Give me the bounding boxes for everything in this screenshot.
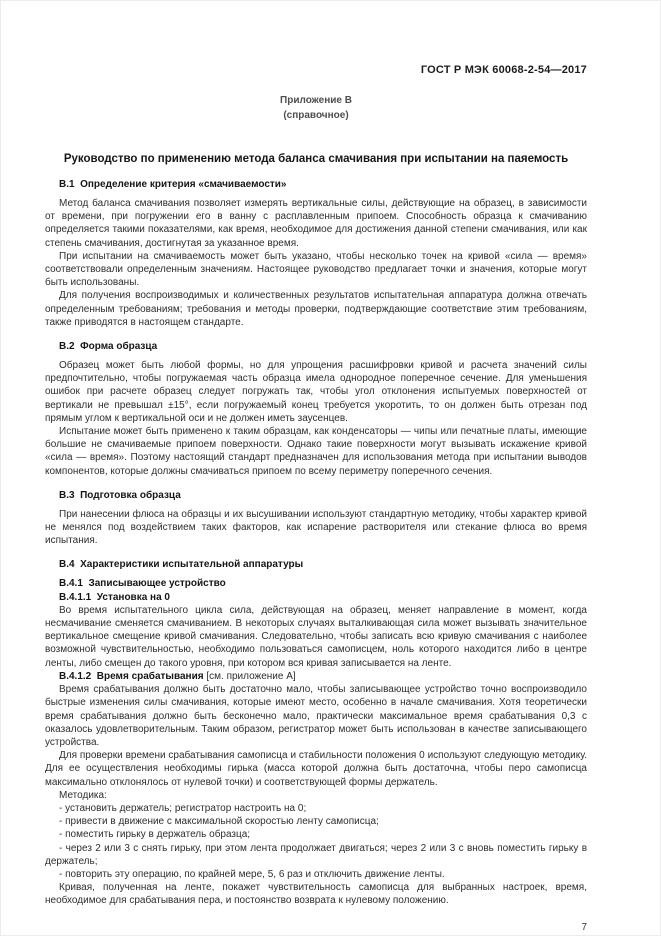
section-heading-b3: В.3 Подготовка образца bbox=[59, 489, 181, 501]
page-number: 7 bbox=[581, 921, 587, 933]
paragraph-b2-1: Образец может быть любой формы, но для упрощения расшифровки кривой и расчета значений силы предпочтительно, чтобы погружаемая часть образца имела однородное поперечное сечение. Для уменьшения ошибок при расчете образец следует погружать так, чтобы угол отклонения испытуемых поверхностей от вертикали не превышал ±15°, если погружаемый конец требуется укоротить, то он должен быть отрезан под прямым углом к вертикальной оси и не должен иметь заусенцев. bbox=[45, 360, 587, 424]
annex-type-label: (справочное) bbox=[283, 110, 349, 121]
paragraph-b412-1: Время срабатывания должно быть достаточно мало, чтобы записывающее устройство точно воспроизводило быстрые изменения силы смачивания, которые имеют место, особенно в начале смачивания. Хотя теоретически время срабатывания должно быть бесконечно мало, практически максимальное время срабатывания 0,3 с оказалось удовлетворительным. Таким образом, регистратор может быть использован в качестве записывающего устройства. bbox=[45, 684, 587, 748]
paragraph-b1-2: При испытании на смачиваемость может быть указано, чтобы несколько точек на кривой «сила — время» соответствовали определенным значениям. Настоящее руководство предлагает точки и значения, которые могут быть использованы. bbox=[45, 250, 587, 289]
method-step-1: - установить держатель; регистратор настроить на 0; bbox=[59, 802, 307, 814]
section-heading-b412 bbox=[45, 670, 587, 683]
method-step-3: - поместить гирьку в держатель образца; bbox=[59, 829, 251, 841]
section-heading-b412-note: [см. приложение А] bbox=[203, 670, 296, 682]
paragraph-b3-1: При нанесении флюса на образцы и их высушивании используют стандартную методику, чтобы характер кривой не менялся под воздействием таких факторов, как испарение растворителя или стекание флюса во время испытания. bbox=[45, 508, 587, 547]
method-label: Методика: bbox=[59, 789, 107, 801]
paragraph-b1-1: Метод баланса смачивания позволяет измерять вертикальные силы, действующие на образец, в зависимости от времени, при погружении его в ванну с расплавленным припоем. Способность образца к смачиванию определяется такими показателями, как время, необходимое для достижения данной степени смачивания, или как степень смачивания, достигнутая за указанное время. bbox=[45, 198, 587, 249]
method-step-2: - привести в движение с максимальной скоростью ленту самописца; bbox=[59, 816, 379, 828]
section-heading-b41: В.4.1 Записывающее устройство bbox=[59, 578, 226, 590]
document-code: ГОСТ Р МЭК 60068-2-54—2017 bbox=[420, 64, 587, 76]
paragraph-b2-2: Испытание может быть применено к таким образцам, как конденсаторы — чипы или печатные платы, имеющие большие не смачиваемые припоем поверхности. Однако такие поверхности могут вызывать искажение кривой «сила — время». Поэтому настоящий стандарт предназначен для использования метода при испытании выводов компонентов, которые должны смачиваться припоем по всему периметру поперечного сечения. bbox=[45, 426, 587, 477]
paragraph-b411-1: Во время испытательного цикла сила, действующая на образец, меняет направление в момент, когда несмачивание сменяется смачиванием. В некоторых случаях выталкивающая сила может вызывать значительное вертикальное смещение кривой смачивания. Следовательно, чтобы записать всю кривую смачивания с наиболее возможной чувствительностью, необходимо пользоваться самописцем, ноль которого находится либо в центре ленты, либо смещен до такого уровня, при котором вся кривая записывается на ленте. bbox=[45, 604, 587, 669]
section-heading-b2: В.2 Форма образца bbox=[59, 341, 158, 353]
paragraph-b412-closing: Кривая, полученная на ленте, покажет чувствительность самописца для выбранных настроек, время, необходимое для срабатывания пера, и постоянство возврата к нулевому положению. bbox=[45, 882, 587, 907]
method-step-4: - через 2 или 3 с снять гирьку, при этом лента продолжает двигаться; через 2 или 3 с вновь поместить гирьку в держатель; bbox=[45, 842, 587, 867]
annex-label: Приложение В bbox=[280, 95, 352, 106]
document-title: Руководство по применению метода баланса смачивания при испытании на паяемость bbox=[63, 153, 569, 165]
section-heading-b412-bold: В.4.1.2 Время срабатывания bbox=[59, 670, 204, 682]
section-heading-b1: В.1 Определение критерия «смачиваемости» bbox=[59, 179, 287, 190]
section-heading-b411: В.4.1.1 Установка на 0 bbox=[59, 591, 170, 603]
section-heading-b4: В.4 Характеристики испытательной аппаратуры bbox=[59, 559, 304, 571]
paragraph-b412-2: Для проверки времени срабатывания самописца и стабильности положения 0 используют следующую методику. Для ее осуществления необходимы гирька (масса которой должна быть достаточна, чтобы перо самописца максимально отклонялось от нулевой точки) и соответствующей формы держатель. bbox=[45, 750, 587, 788]
method-step-5: - повторить эту операцию, по крайней мере, 5, 6 раз и отключить движение ленты. bbox=[59, 868, 445, 880]
paragraph-b1-3: Для получения воспроизводимых и количественных результатов испытательная аппаратура должна отвечать определенным требованиям; требования и методы проверки, подтверждающие соответствие этим требованиям, также приводятся в настоящем стандарте. bbox=[45, 290, 587, 328]
